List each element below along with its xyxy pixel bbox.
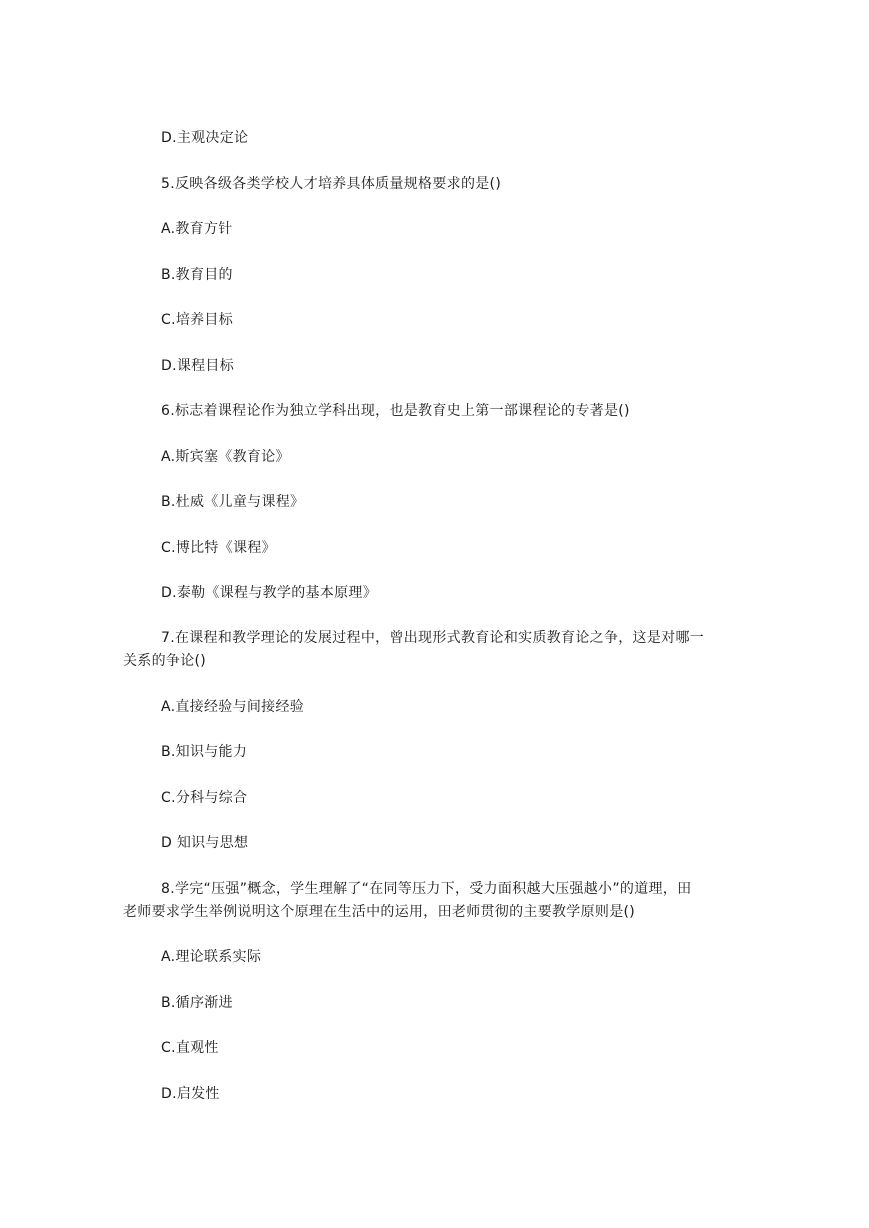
option-text: D 知识与思想: [161, 835, 249, 851]
option-text: C.博比特《课程》: [161, 540, 276, 556]
option-text: D.课程目标: [161, 358, 235, 374]
question-text-continued: 老师要求学生举例说明这个原理在生活中的运用，田老师贯彻的主要教学原则是(): [123, 904, 636, 920]
option-text: B.知识与能力: [161, 744, 248, 760]
option-text: C.直观性: [161, 1040, 219, 1056]
option-text: B.循序渐进: [161, 995, 233, 1011]
question-text: 7.在课程和教学理论的发展过程中，曾出现形式教育论和实质教育论之争，这是对哪一: [161, 630, 705, 646]
question-text: 8.学完“压强”概念，学生理解了“在同等压力下，受力面积越大压强越小”的道理，田: [161, 881, 692, 897]
option-text: A.直接经验与间接经验: [161, 699, 305, 715]
option-text: B.教育目的: [161, 267, 233, 283]
question-text: 6.标志着课程论作为独立学科出现，也是教育史上第一部课程论的专著是(): [161, 403, 630, 419]
option-text: A.斯宾塞《教育论》: [161, 449, 290, 465]
option-text: D.泰勒《课程与教学的基本原理》: [161, 585, 378, 601]
question-text-continued: 关系的争论(): [123, 653, 207, 669]
option-text: A.理论联系实际: [161, 949, 262, 965]
option-text: C.分科与综合: [161, 790, 248, 806]
option-text: B.杜威《儿童与课程》: [161, 494, 305, 510]
option-text: A.教育方针: [161, 221, 233, 237]
question-text: 5.反映各级各类学校人才培养具体质量规格要求的是(): [161, 176, 502, 192]
option-text: C.培养目标: [161, 312, 234, 328]
option-text: D.主观决定论: [161, 130, 249, 146]
option-text: D.启发性: [161, 1086, 220, 1102]
